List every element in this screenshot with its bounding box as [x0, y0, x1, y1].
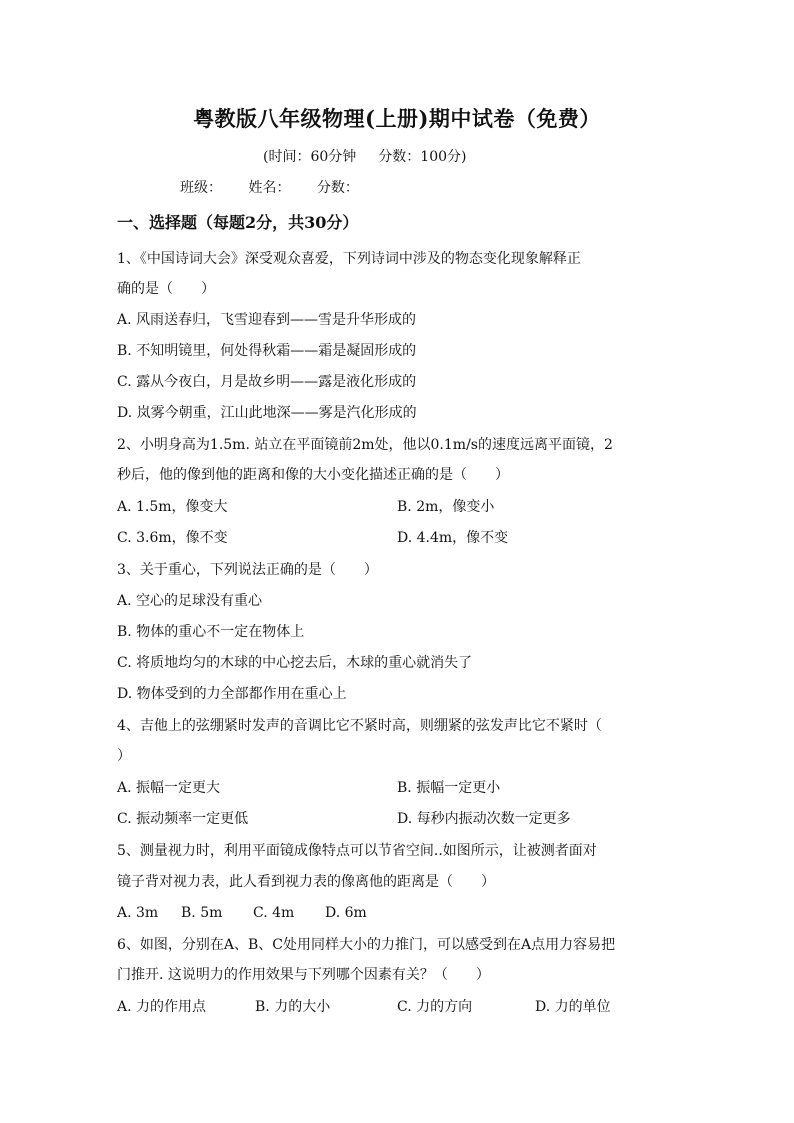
- time-limit: (时间：60分钟: [263, 149, 357, 165]
- class-label: 班级：: [180, 180, 222, 196]
- q3-option-d: D. 物体受到的力全部都作用在重心上: [117, 686, 347, 702]
- q1-option-b: B. 不知明镜里，何处得秋霜——霜是凝固形成的: [117, 343, 417, 359]
- q6-option-c: C. 力的方向: [397, 999, 473, 1015]
- q1-stem-line2: 确的是（ ）: [117, 281, 215, 297]
- q3-option-b: B. 物体的重心不一定在物体上: [117, 624, 305, 640]
- q1-stem-line1: 1、《中国诗词大会》深受观众喜爱，下列诗词中涉及的物态变化现象解释正: [117, 251, 581, 267]
- section-heading: 一、选择题（每题2分，共30分）: [117, 213, 359, 232]
- q2-stem-line2: 秒后，他的像到他的距离和像的大小变化描述正确的是（ ）: [117, 467, 509, 483]
- name-label: 姓名：: [248, 180, 291, 196]
- exam-subtitle: [263, 146, 466, 166]
- q5-options: [117, 903, 367, 923]
- page-title: 粤教版八年级物理(上册)期中试卷（免费）: [193, 106, 601, 131]
- q5-option-b: B. 5m: [181, 905, 223, 921]
- q2-option-d: D. 4.4m，像不变: [397, 530, 509, 546]
- q6-option-d: D. 力的单位: [535, 999, 611, 1015]
- q4-option-a: A. 振幅一定更大: [117, 780, 221, 796]
- total-score: 分数：100分): [378, 149, 467, 165]
- q1-option-a: A. 风雨送春归，飞雪迎春到——雪是升华形成的: [117, 312, 417, 328]
- q6-option-b: B. 力的大小: [255, 999, 331, 1015]
- q2-option-c: C. 3.6m，像不变: [117, 530, 228, 546]
- q5-stem-line2: 镜子背对视力表，此人看到视力表的像离他的距离是（ ）: [117, 874, 495, 890]
- q2-option-a: A. 1.5m，像变大: [117, 499, 228, 515]
- score-label: 分数：: [316, 180, 359, 196]
- q5-option-d: D. 6m: [325, 905, 367, 921]
- q3-option-c: C. 将质地均匀的木球的中心挖去后，木球的重心就消失了: [117, 655, 473, 671]
- q6-stem-line2: 门推开. 这说明力的作用效果与下列哪个因素有关？（ ）: [117, 967, 490, 983]
- q4-option-d: D. 每秒内振动次数一定更多: [397, 811, 571, 827]
- q2-stem-line1: 2、小明身高为1.5m. 站立在平面镜前2m处，他以0.1m/s的速度远离平面镜，2: [117, 437, 613, 453]
- q6-options: [117, 997, 611, 1017]
- q2-option-b: B. 2m，像变小: [397, 499, 495, 515]
- student-info: [180, 177, 381, 197]
- q5-option-c: C. 4m: [253, 905, 295, 921]
- q1-option-d: D. 岚雾今朝重，江山此地深——雾是汽化形成的: [117, 405, 417, 421]
- q6-option-a: A. 力的作用点: [117, 999, 207, 1015]
- q5-option-a: A. 3m: [117, 905, 159, 921]
- q6-stem-line1: 6、如图，分别在A、B、C处用同样大小的力推门，可以感受到在A点用力容易把: [117, 937, 616, 953]
- q4-option-c: C. 振动频率一定更低: [117, 811, 249, 827]
- q3-option-a: A. 空心的足球没有重心: [117, 593, 263, 609]
- q1-option-c: C. 露从今夜白，月是故乡明——露是液化形成的: [117, 374, 417, 390]
- q3-stem: 3、关于重心，下列说法正确的是（ ）: [117, 562, 378, 578]
- q4-option-b: B. 振幅一定更小: [397, 780, 501, 796]
- q4-stem-line2: ）: [117, 748, 131, 764]
- q4-stem-line1: 4、吉他上的弦绷紧时发声的音调比它不紧时高，则绷紧的弦发声比它不紧时（: [117, 718, 602, 734]
- q5-stem-line1: 5、测量视力时，利用平面镜成像特点可以节省空间..如图所示，让被测者面对: [117, 843, 597, 859]
